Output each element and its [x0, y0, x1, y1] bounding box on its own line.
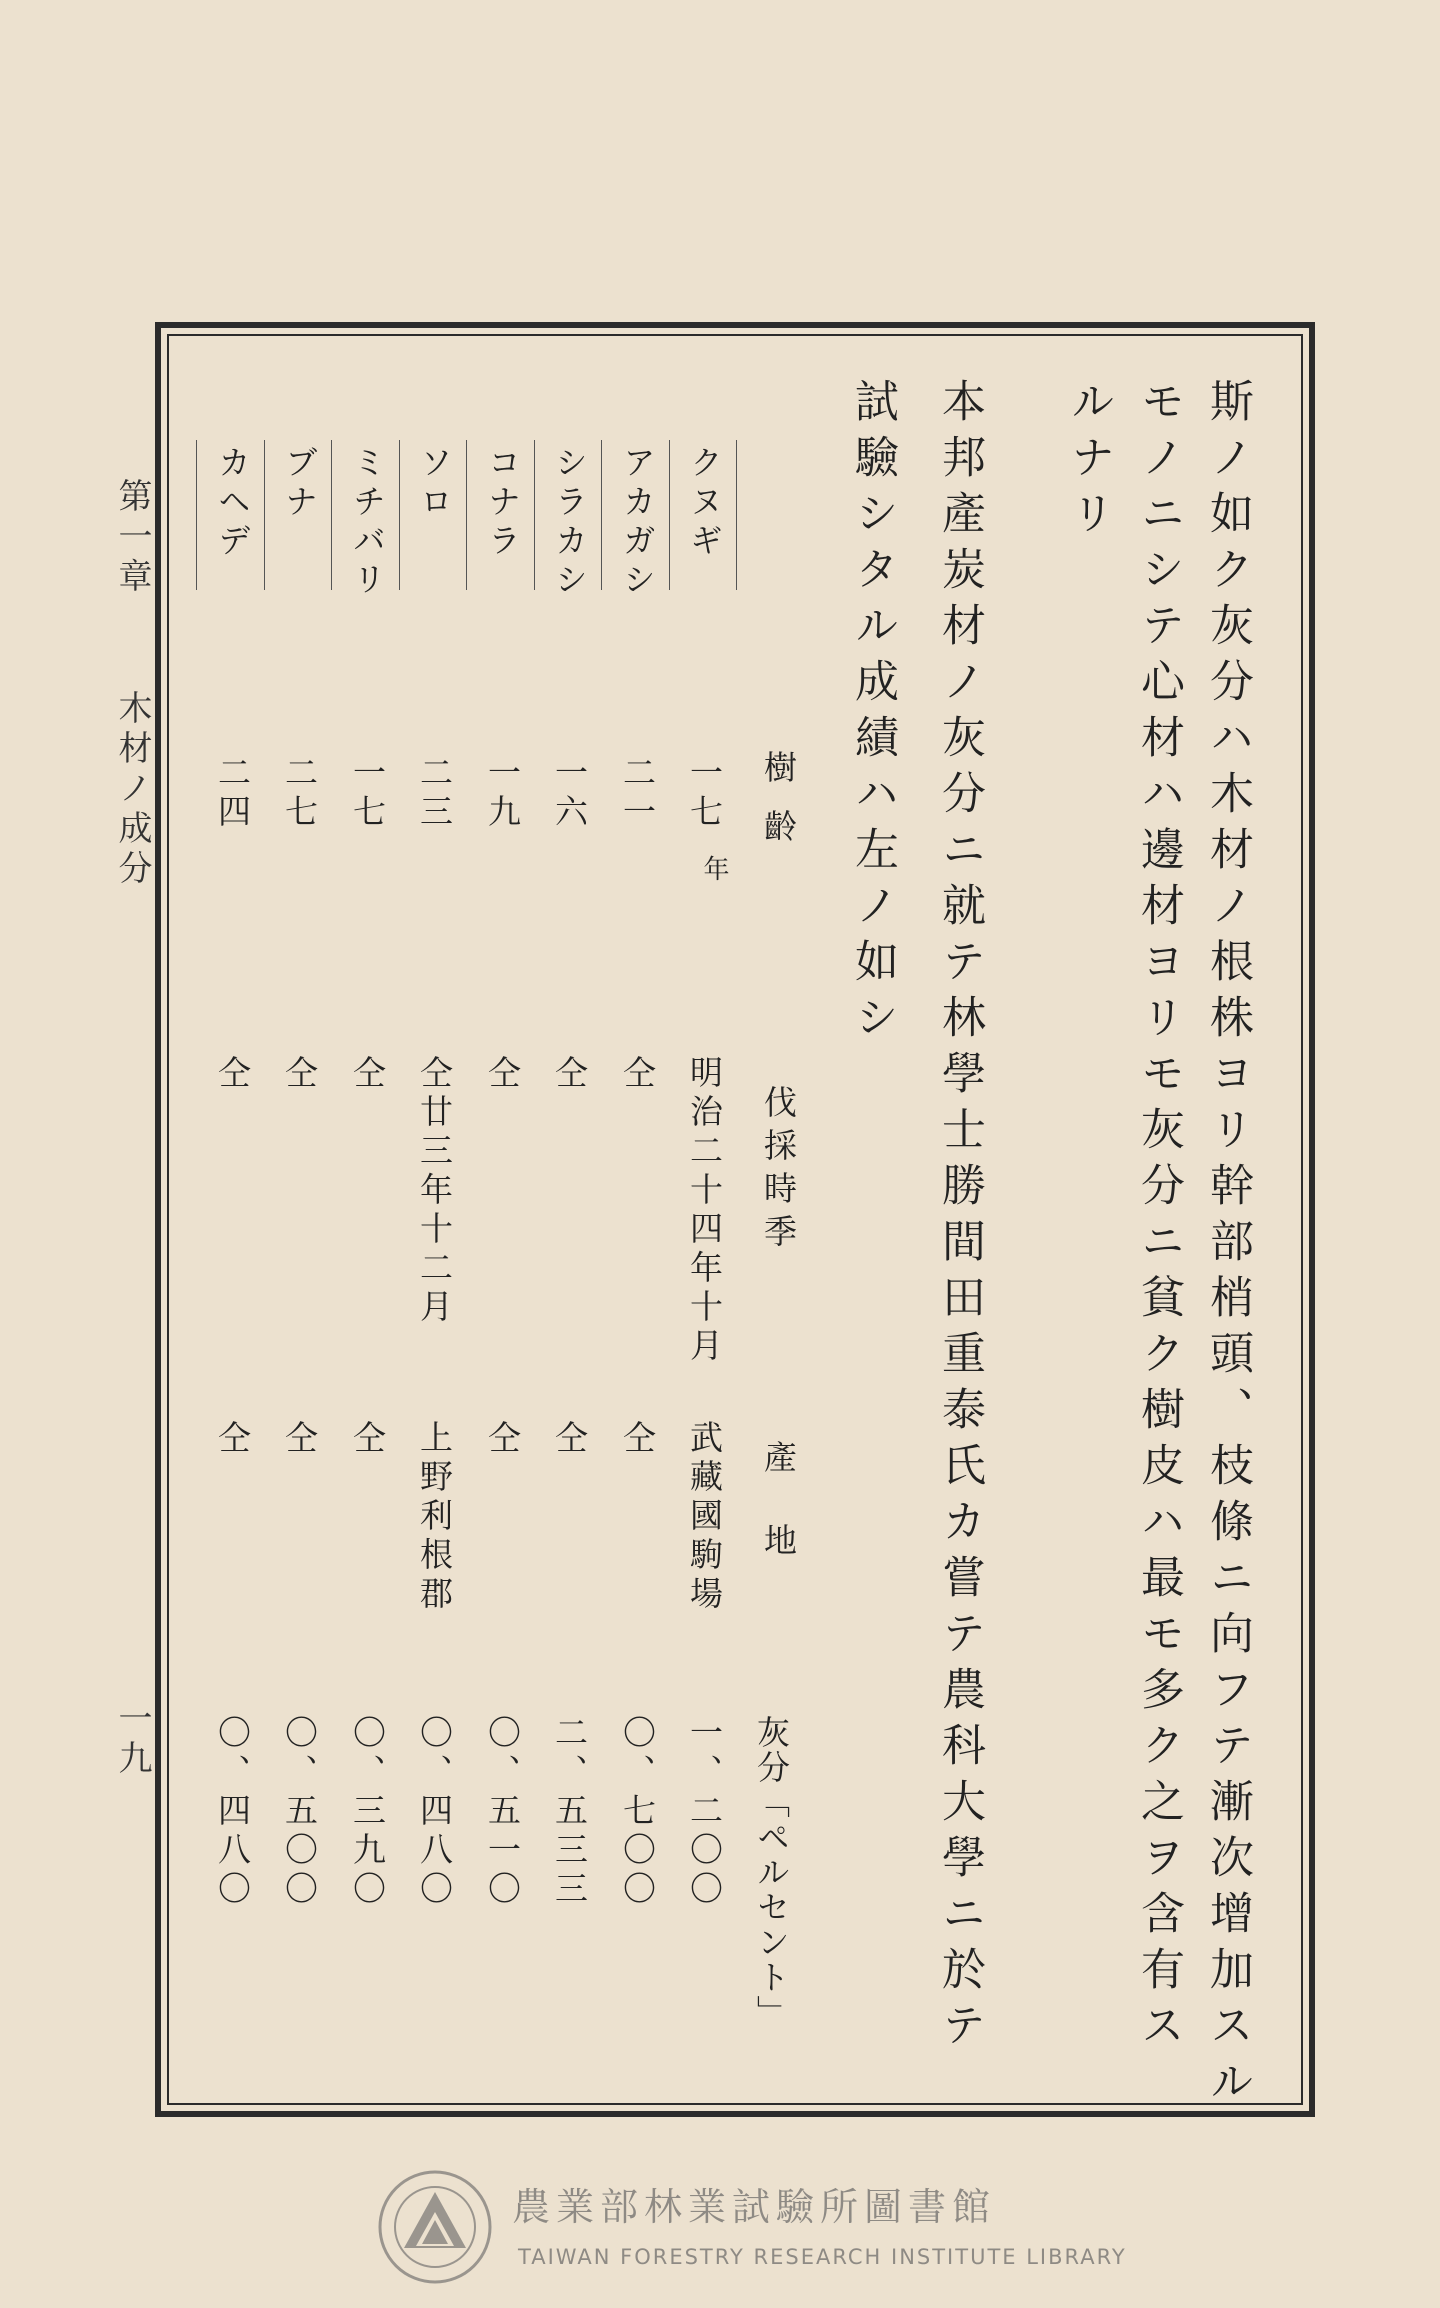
- ash-percent: 〇、五一〇: [483, 1715, 522, 1910]
- ash-percent: 〇、四八〇: [213, 1715, 252, 1910]
- ash-percent: 一、二〇〇: [685, 1715, 724, 1910]
- tree-age: 二三: [415, 755, 454, 833]
- body-line-4: 本邦產炭材ノ灰分ニ就テ林學士勝間田重泰氏カ嘗テ農科大學ニ於テ: [934, 378, 985, 2058]
- place-of-origin: 仝: [280, 1420, 319, 1459]
- tree-age: 二四: [213, 755, 252, 833]
- tree-name: クヌギ: [685, 445, 724, 562]
- header-season: 伐採時季: [759, 1085, 798, 1257]
- tree-name: カヘデ: [213, 445, 252, 562]
- ash-percent: 二、五三三: [550, 1715, 589, 1910]
- felling-season: 仝: [280, 1055, 319, 1094]
- ash-percent: 〇、五〇〇: [280, 1715, 319, 1910]
- tree-age: 一九: [483, 755, 522, 833]
- tree-age: 一七: [348, 755, 387, 833]
- chapter-label: 第一章: [112, 478, 152, 598]
- library-name-cn: 農業部林業試驗所圖書館: [512, 2185, 997, 2229]
- library-name-en: TAIWAN FORESTRY RESEARCH INSTITUTE LIBRARY: [518, 2245, 1127, 2269]
- year-unit: 年: [699, 855, 729, 881]
- chapter-title: 木材ノ成分: [112, 690, 152, 890]
- place-of-origin: 仝: [213, 1420, 252, 1459]
- header-ash: 灰分「ペルセント」: [752, 1715, 791, 2030]
- tree-age: 一七: [685, 755, 724, 833]
- tree-name: ブナ: [280, 445, 319, 523]
- library-seal-icon: [376, 2168, 494, 2286]
- felling-season: 仝: [348, 1055, 387, 1094]
- place-of-origin: 上野利根郡: [415, 1420, 454, 1615]
- column-rule: [601, 440, 602, 590]
- felling-season: 仝: [213, 1055, 252, 1094]
- tree-name: アカガシ: [618, 445, 657, 601]
- tree-age: 二一: [618, 755, 657, 833]
- tree-name: ソロ: [415, 445, 454, 523]
- place-of-origin: 仝: [483, 1420, 522, 1459]
- column-rule: [534, 440, 535, 590]
- place-of-origin: 仝: [348, 1420, 387, 1459]
- column-rule: [736, 440, 737, 590]
- ash-percent: 〇、七〇〇: [618, 1715, 657, 1910]
- column-rule: [331, 440, 332, 590]
- place-of-origin: 仝: [550, 1420, 589, 1459]
- ash-percent: 〇、三九〇: [348, 1715, 387, 1910]
- header-age: 樹齡: [759, 750, 798, 868]
- felling-season: 仝: [550, 1055, 589, 1094]
- felling-season: 明治二十四年十月: [685, 1055, 724, 1367]
- column-rule: [264, 440, 265, 590]
- body-line-3: ルナリ: [1063, 378, 1114, 546]
- body-line-5: 試驗シタル成績ハ左ノ如シ: [847, 378, 898, 1050]
- tree-name: ミチバリ: [348, 445, 387, 601]
- body-line-2: モノニシテ心材ハ邊材ヨリモ灰分ニ貧ク樹皮ハ最モ多ク之ヲ含有ス: [1133, 378, 1184, 2058]
- felling-season: 仝: [483, 1055, 522, 1094]
- body-line-1: 斯ノ如ク灰分ハ木材ノ根株ヨリ幹部梢頭、枝條ニ向フテ漸次增加スル: [1202, 378, 1253, 2114]
- felling-season: 仝廿三年十二月: [415, 1055, 454, 1328]
- tree-name: コナラ: [483, 445, 522, 562]
- place-of-origin: 仝: [618, 1420, 657, 1459]
- column-rule: [466, 440, 467, 590]
- page-number: 一九: [112, 1700, 152, 1780]
- place-of-origin: 武藏國駒場: [685, 1420, 724, 1615]
- felling-season: 仝: [618, 1055, 657, 1094]
- tree-age: 二七: [280, 755, 319, 833]
- tree-name: シラカシ: [550, 445, 589, 601]
- tree-age: 一六: [550, 755, 589, 833]
- column-rule: [669, 440, 670, 590]
- column-rule: [399, 440, 400, 590]
- ash-percent: 〇、四八〇: [415, 1715, 454, 1910]
- column-rule: [196, 440, 197, 590]
- header-origin: 產地: [759, 1440, 798, 1606]
